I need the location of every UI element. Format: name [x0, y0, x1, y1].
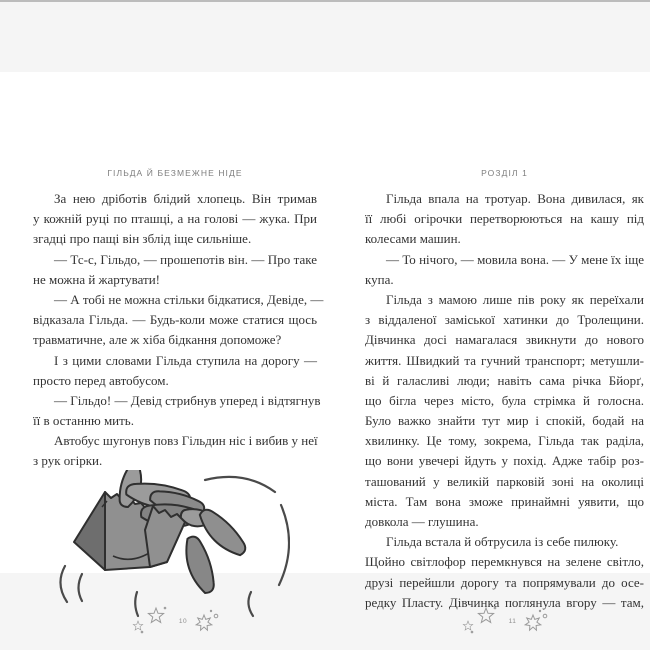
text-line: її любі огірочки перетворюються на кашу під — [365, 211, 644, 227]
text-line: За нею дріботів блідий хлопець. Він тримав — [54, 191, 317, 206]
page-left — [33, 168, 324, 625]
text-line: — Гільдо! — Девід стрибнув уперед і відтягнув — [54, 392, 321, 408]
text-line: Автобус шугонув повз Гільдин ніс і вибив у неї — [54, 433, 318, 449]
page-number-right: 11 — [508, 617, 517, 625]
text-line: Гільда впала на тротуар. Вона дивилася, як — [386, 191, 644, 206]
page-number-left: 10 — [178, 617, 188, 625]
paper-bag-cucumbers-drawing — [55, 470, 290, 620]
stars-left-icon — [128, 605, 174, 635]
text-line: редку Пласту. Дівчинка поглянула вгору — там, — [365, 594, 644, 610]
text-column-right — [365, 189, 644, 613]
text-line: з віддаленої заміської хатинки до Тролещини. — [365, 312, 644, 328]
book-spread — [0, 72, 650, 625]
text-line: ташований у великій парковій зоні на околиці — [365, 473, 644, 489]
text-line: колесами машин. — [365, 231, 461, 247]
text-line: міста. Там вона зможе принаймні уявити, що — [365, 493, 644, 509]
text-line: довкола — глушина. — [365, 514, 479, 529]
text-line: її в останню мить. — [33, 413, 134, 429]
text-line: не можна й жартувати! — [33, 271, 161, 287]
page-footer-right — [365, 605, 644, 635]
page-right — [365, 168, 644, 625]
text-line: І з цими словами Гільда ступила на дорогу — — [54, 352, 317, 368]
text-line: з рук огірки. — [33, 453, 103, 469]
window-top-border — [0, 0, 650, 2]
star-right-icon — [521, 605, 551, 635]
text-line: що вони увечері йдуть у похід. Адже табір роз- — [365, 453, 644, 469]
text-column-left — [33, 189, 324, 472]
page-footer-left — [33, 605, 317, 635]
text-line: Було важко знайти тут мир і спокій, бодай на — [365, 413, 644, 429]
text-line: ві й галасливі люди; навіть сама річка Бйорґ, — [365, 372, 644, 388]
text-line: купа. — [365, 271, 394, 287]
text-line: Гільда з мамою лише пів року як переїхали — [386, 291, 644, 307]
text-line: Дівчинка досі намагалася звикнути до нового — [365, 332, 644, 348]
text-line: відказала Гільда. — Будь-коли може статися щось — [33, 312, 317, 328]
text-line: згадці про пащі він зблід іще сильніше. — [33, 231, 252, 247]
text-line: життя. Швидкий та гучний транспорт; метушли- — [365, 352, 644, 368]
running-header-left: ГІЛЬДА Й БЕЗМЕЖНЕ НІДЕ — [107, 168, 243, 178]
text-line: хвилинку. Це тому, зокрема, Гільда так раділа, — [365, 433, 644, 449]
text-line: Гільда встала й обтрусила із себе пилюку. — [386, 534, 619, 550]
running-header-right: РОЗДІЛ 1 — [481, 168, 528, 178]
text-line: що бігла через місто, була стрімка й голосна. — [365, 392, 644, 408]
text-line: — Тс-с, Гільдо, — прошепотів він. — Про таке — [54, 251, 317, 267]
star-right-icon — [192, 605, 222, 635]
stars-left-icon — [458, 605, 504, 635]
paper-bag-front-lip — [145, 506, 185, 567]
text-line: просто перед автобусом. — [33, 372, 169, 388]
text-line: — А тобі не можна стільки бідкатися, Девіде, — — [54, 291, 324, 307]
cucumber-bag-illustration — [55, 470, 290, 620]
text-line: — То нічого, — мовила вона. — У мене їх іще — [386, 251, 644, 267]
text-line: друзі перейшли дорогу та попрямували до осе- — [365, 574, 644, 590]
text-line: травматичне, але ж хіба бідкання допоможе? — [33, 332, 282, 348]
text-line: Щойно світлофор перемкнувся на зелене світло, — [365, 554, 644, 570]
text-line: у кожній руці по пташці, а на голові — жука. При — [33, 211, 317, 227]
